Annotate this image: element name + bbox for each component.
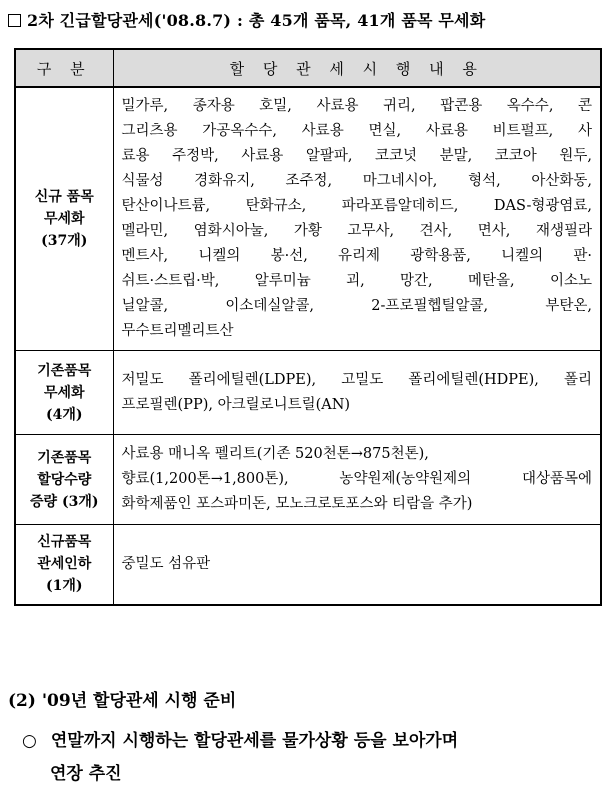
section-heading-text: 2차 긴급할당관세('08.8.7) : 총 45개 품목, 41개 품목 무세화 <box>27 11 486 30</box>
table-row <box>15 435 601 525</box>
bullet-paragraph <box>22 725 592 791</box>
bullet-line: 연장 추진 <box>50 764 122 784</box>
table-header-row <box>15 49 601 87</box>
tariff-table <box>14 48 602 606</box>
row-content: 사료용 매니옥 펠리트(기존 520천톤→875천톤), 향료(1,200톤→1,800톤), 농약원제(농약원제의 대상품목에 화학제품인 포스파미돈, 모노크로토포스와 티람을 추가) <box>113 435 601 525</box>
row-category: 기존품목 할당수량 증량 (3개) <box>15 435 113 525</box>
sub-section-title: (2) '09년 할당관세 시행 준비 <box>8 691 237 711</box>
row-category: 신규품목 관세인하 (1개) <box>15 525 113 605</box>
row-category: 신규 품목 무세화 (37개) <box>15 87 113 351</box>
table-row <box>15 351 601 435</box>
section-heading <box>8 8 485 31</box>
header-category: 구 분 <box>15 49 113 87</box>
bullet-line: 연말까지 시행하는 할당관세를 물가상황 등을 보아가며 <box>50 731 459 751</box>
row-content: 중밀도 섬유판 <box>113 525 601 605</box>
checkbox-square-icon <box>8 14 21 27</box>
table-row <box>15 525 601 605</box>
circle-bullet-icon: ○ <box>22 731 37 751</box>
table-row <box>15 87 601 351</box>
row-content: 저밀도 폴리에틸렌(LDPE), 고밀도 폴리에틸렌(HDPE), 폴리 프로필렌(PP), 아크릴로니트릴(AN) <box>113 351 601 435</box>
header-content: 할 당 관 세 시 행 내 용 <box>113 49 601 87</box>
row-category: 기존품목 무세화 (4개) <box>15 351 113 435</box>
row-content: 밀가루, 종자용 호밀, 사료용 귀리, 팝콘용 옥수수, 콘 그리츠용 가공옥수수, 사료용 면실, 사료용 비트펄프, 사 료용 주정박, 사료용 알팔파, 코코넛 분말, 코코아 원두, 식물성 경화유지, 조주정, 마그네시아, 형석, 아산화동, 탄산이나트륨, 탄화규소, 파라포름알데히드, DAS-형광염료, 멜라민, 염화시아눌, 가황 고무사, 견사, 면사, 재생필라 멘트사, 니켈의 봉·선, 유리제 광학용품, 니켈의 판· 쉬트·스트립·박, 알루미늄 괴, 망간, 메탄올, 이소노 닐알콜, 이소데실알콜, 2-프로필헵틸알콜, 부탄온, 무수트리멜리트산 <box>113 87 601 351</box>
